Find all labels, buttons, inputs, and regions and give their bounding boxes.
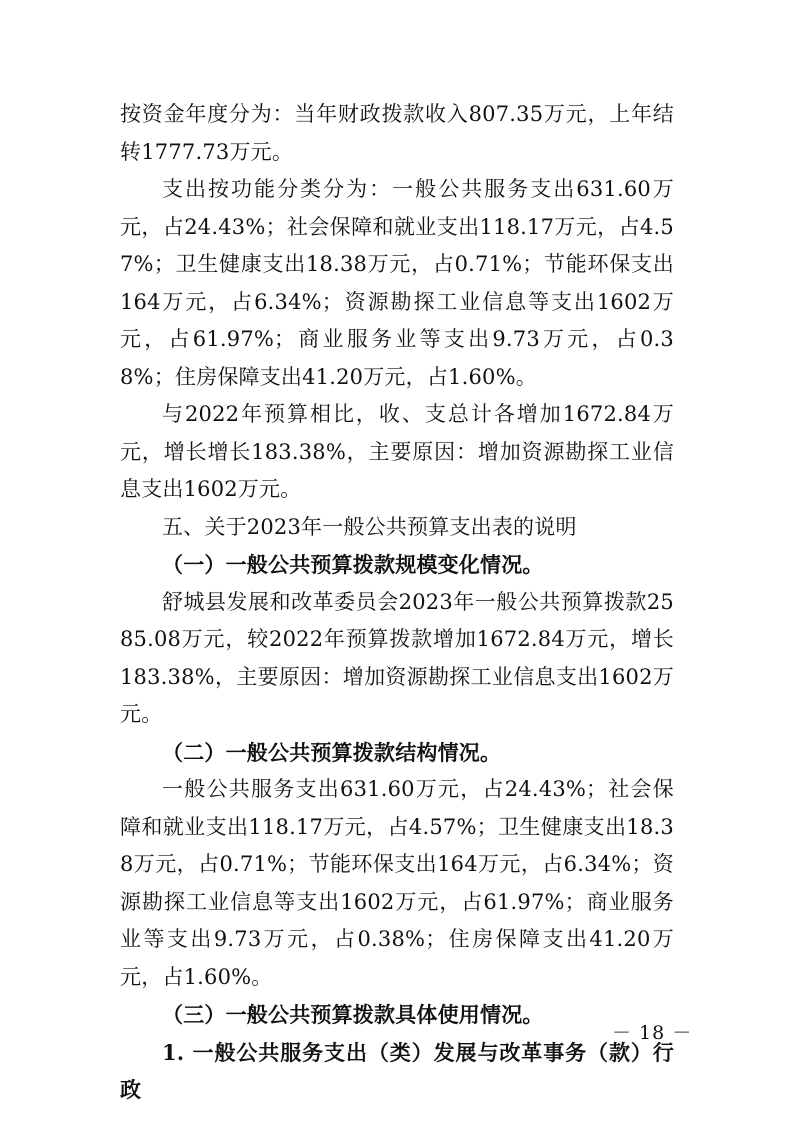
- subheading-scale-change: （一）一般公共预算拨款规模变化情况。: [162, 552, 544, 577]
- paragraph-scale-change: 舒城县发展和改革委员会2023年一般公共预算拨款2585.08万元，较2022年预算拨款增加1672.84万元，增长183.38%，主要原因：增加资源勘探工业信息支出1602万元。: [120, 589, 674, 726]
- item-heading-general-public-services: 1. 一般公共服务支出（类）发展与改革事务（款）行政: [120, 1039, 674, 1102]
- paragraph-structure: 一般公共服务支出631.60万元，占24.43%；社会保障和就业支出118.17万元，占4.57%；卫生健康支出18.38万元，占0.71%；节能环保支出164万元，占6.34%；资源勘探工业信息等支出1602万元，占61.97%；商业服务业等支出9.73万元，占0.38%；住房保障支出41.20万元，占1.60%。: [120, 777, 674, 989]
- document-body: [120, 96, 674, 1109]
- paragraph-budget-comparison: 与2022年预算相比，收、支总计各增加1672.84万元，增长增长183.38%，主要原因：增加资源勘探工业信息支出1602万元。: [120, 402, 674, 501]
- paragraph-funding-year: 按资金年度分为：当年财政拨款收入807.35万元，上年结转1777.73万元。: [120, 102, 674, 164]
- subheading-structure: （二）一般公共预算拨款结构情况。: [162, 739, 502, 765]
- section-heading-five: 五、关于2023年一般公共预算支出表的说明: [162, 514, 577, 539]
- subheading-specific-use: （三）一般公共预算拨款具体使用情况。: [162, 1002, 544, 1027]
- page-number: － 18 －: [612, 1022, 693, 1044]
- paragraph-functional-classification: 支出按功能分类分为：一般公共服务支出631.60万元，占24.43%；社会保障和就业支出118.17万元，占4.57%；卫生健康支出18.38万元，占0.71%；节能环保支出164万元，占6.34%；资源勘探工业信息等支出1602万元，占61.97%；商业服务业等支出9.73万元，占0.38%；住房保障支出41.20万元，占1.60%。: [120, 177, 674, 389]
